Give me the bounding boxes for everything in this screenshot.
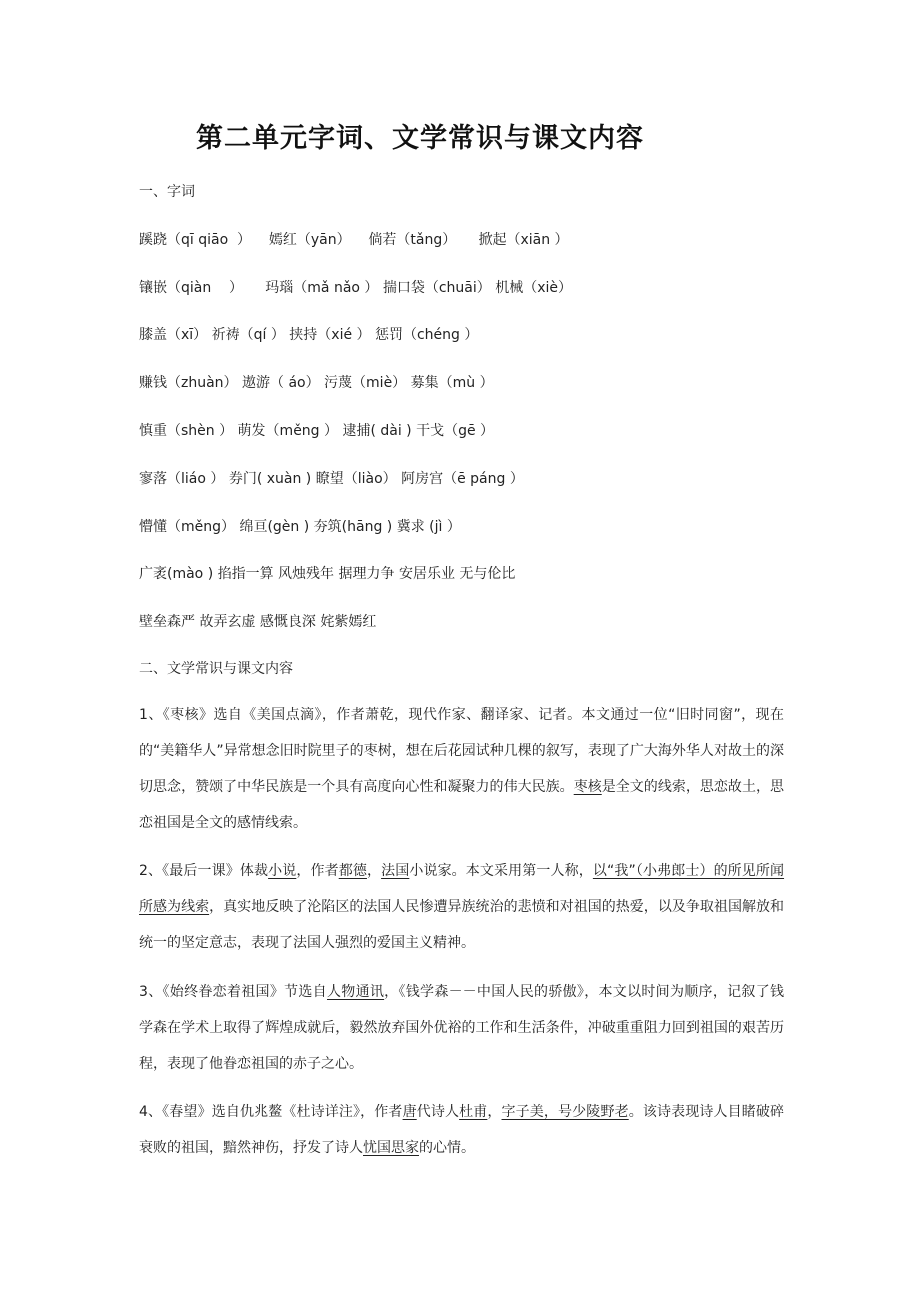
underlined-text: 字子美，号少陵野老 [501,1104,629,1120]
paragraph-3 [139,974,784,1082]
vocab-line: 懵懂（měng） 绵亘(gèn ) 夯筑(hāng ) 冀求 (jì ） [139,519,461,535]
underlined-text: 忧国思家 [363,1140,419,1156]
underlined-text: 都德 [338,863,367,879]
text-run: 代诗人 [416,1104,460,1120]
text-run: 的心情。 [419,1140,475,1156]
vocab-line: 壁垒森严 故弄玄虚 感慨良深 姹紫嫣红 [139,614,377,630]
text-run: 2、《最后一课》体裁 [139,863,269,879]
vocab-line: 赚钱（zhuàn） 遨游（ áo） 污蔑（miè） 募集（mù ） [139,375,494,391]
text-run: 1、《枣核》选自《美国点滴》，作者萧乾，现代作家、翻译家、记者。本文通过一位“旧时同窗”，现在的“美籍华人”异常想念旧时院里子的枣树，想在后花园试种几棵的叙写，表现了广大海外华人对故土的深切思念，赞颂了中华民族是一个具有高度向心性和凝聚力的伟大民族。 [139,707,784,795]
text-run: ， [366,863,382,879]
vocab-line: 膝盖（xī） 祈祷（qí ） 挟持（xié ） 惩罚（chéng ） [139,327,479,343]
page-title: 第二单元字词、文学常识与课文内容 [196,123,644,154]
text-run: 3、《始终眷恋着祖国》节选自 [139,984,327,1000]
paragraph-4 [139,1094,784,1166]
underlined-text: 法国 [381,863,410,879]
text-run: 。该诗表现诗人目睹破碎衰败的祖国，黯然神伤，抒发了诗人 [139,1104,785,1156]
vocab-line: 慎重（shèn ） 萌发（měng ） 逮捕( dài ) 干戈（gē ） [139,423,495,439]
underlined-text: 杜甫 [459,1104,488,1120]
underlined-text: 以“我”（小弗郎士）的所见所闻所感为线索 [139,863,785,915]
underlined-text: 枣核 [573,779,602,795]
underlined-text: 小说 [268,863,297,879]
text-run: 4、《春望》选自仇兆鳌《杜诗详注》，作者 [139,1104,403,1120]
text-run: ，《钱学森－－中国人民的骄傲》，本文以时间为顺序，记叙了钱学森在学术上取得了辉煌成就后，毅然放弃国外优裕的工作和生活条件，冲破重重阻力回到祖国的艰苦历程，表现了他眷恋祖国的赤子之心。 [139,984,785,1072]
vocab-line: 镶嵌（qiàn ） 玛瑙（mǎ nǎo ） 揣口袋（chuāi） 机械（xiè） [139,280,573,296]
text-run: ， [487,1104,502,1120]
text-run: ，作者 [296,863,339,879]
paragraph-1 [139,697,784,841]
underlined-text: 唐 [402,1104,417,1120]
vocab-line: 广袤(mào ) 掐指一算 风烛残年 据理力争 安居乐业 无与伦比 [139,566,516,582]
section-heading-vocab: 一、字词 [139,184,195,200]
vocab-line: 蹊跷（qī qiāo ） 嫣红（yān） 倘若（tǎng） 掀起（xiān ） [139,232,569,248]
text-run: 是全文的线索，思恋故土，思恋祖国是全文的感情线索。 [139,779,785,831]
text-run: ，真实地反映了沦陷区的法国人民惨遭异族统治的悲愤和对祖国的热爱，以及争取祖国解放和统一的坚定意志，表现了法国人强烈的爱国主义精神。 [139,899,785,951]
section-heading-literature: 二、文学常识与课文内容 [139,661,293,677]
text-run: 小说家。本文采用第一人称， [409,863,593,879]
paragraph-2 [139,853,784,961]
underlined-text: 人物通讯 [326,984,385,1000]
vocab-line: 寥落（liáo ） 券门( xuàn ) 瞭望（liào） 阿房宫（ē páng ） [139,471,524,487]
